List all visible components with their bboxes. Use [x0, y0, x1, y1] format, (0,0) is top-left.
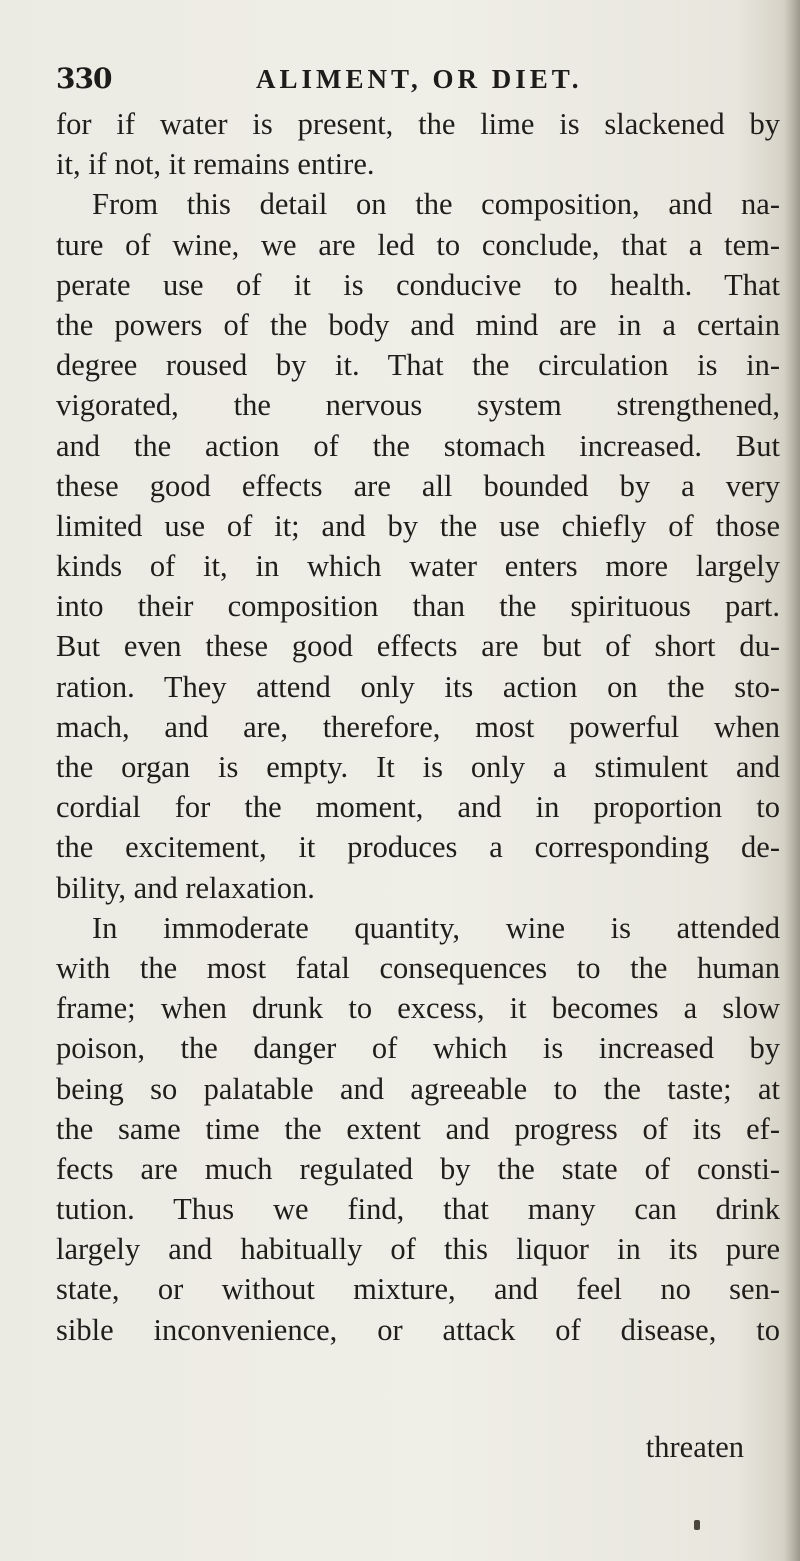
- text-line: frame; when drunk to excess, it becomes a slow: [56, 991, 780, 1026]
- text-line: poison, the danger of which is increased by: [56, 1031, 780, 1066]
- page-number: 330: [56, 62, 112, 95]
- text-line: bility, and relaxation.: [56, 870, 315, 905]
- text-line: mach, and are, therefore, most powerful when: [56, 709, 780, 744]
- text-line: state, or without mixture, and feel no sen-: [56, 1272, 780, 1307]
- text-line: vigorated, the nervous system strengthened,: [56, 388, 780, 423]
- paragraph: [56, 104, 780, 184]
- text-line: and the action of the stomach increased. But: [56, 428, 780, 463]
- body-text: [56, 104, 780, 1350]
- text-line: the powers of the body and mind are in a certain: [56, 307, 780, 342]
- text-line: In immoderate quantity, wine is attended: [92, 910, 780, 945]
- text-line: cordial for the moment, and in proportion to: [56, 790, 780, 825]
- page-gutter-shadow: [784, 0, 800, 1561]
- text-line: fects are much regulated by the state of consti-: [56, 1151, 780, 1186]
- text-line: these good effects are all bounded by a very: [56, 468, 780, 503]
- text-line: From this detail on the composition, and na-: [92, 187, 780, 222]
- running-head: ALIMENT, OR DIET.: [256, 64, 583, 94]
- text-line: kinds of it, in which water enters more largely: [56, 549, 780, 584]
- paragraph: [56, 908, 780, 1350]
- text-line: for if water is present, the lime is slackened by: [56, 107, 780, 141]
- text-line: the organ is empty. It is only a stimulent and: [56, 750, 780, 784]
- text-line: perate use of it is conducive to health. That: [56, 267, 780, 302]
- text-line: sible inconvenience, or attack of disease, to: [56, 1312, 780, 1347]
- text-line: limited use of it; and by the use chiefly of those: [56, 508, 780, 543]
- page-header: [56, 62, 776, 102]
- text-line: being so palatable and agreeable to the taste; at: [56, 1071, 780, 1106]
- text-line: ture of wine, we are led to conclude, that a tem-: [56, 227, 780, 262]
- text-line: degree roused by it. That the circulation is in-: [56, 348, 780, 383]
- text-line: tution. Thus we find, that many can drink: [56, 1192, 780, 1227]
- text-line: with the most fatal consequences to the human: [56, 950, 780, 985]
- text-line: But even these good effects are but of short du-: [56, 629, 780, 664]
- text-line: the same time the extent and progress of its ef-: [56, 1111, 780, 1146]
- text-line: it, if not, it remains entire.: [56, 147, 375, 182]
- text-line: the excitement, it produces a corresponding de-: [56, 830, 780, 865]
- text-line: largely and habitually of this liquor in its pure: [56, 1232, 780, 1267]
- paragraph: [56, 184, 780, 907]
- catchword: threaten: [645, 1430, 744, 1464]
- text-line: ration. They attend only its action on the sto-: [56, 669, 780, 704]
- text-line: into their composition than the spirituous part.: [56, 589, 780, 624]
- ink-mark: [694, 1520, 700, 1530]
